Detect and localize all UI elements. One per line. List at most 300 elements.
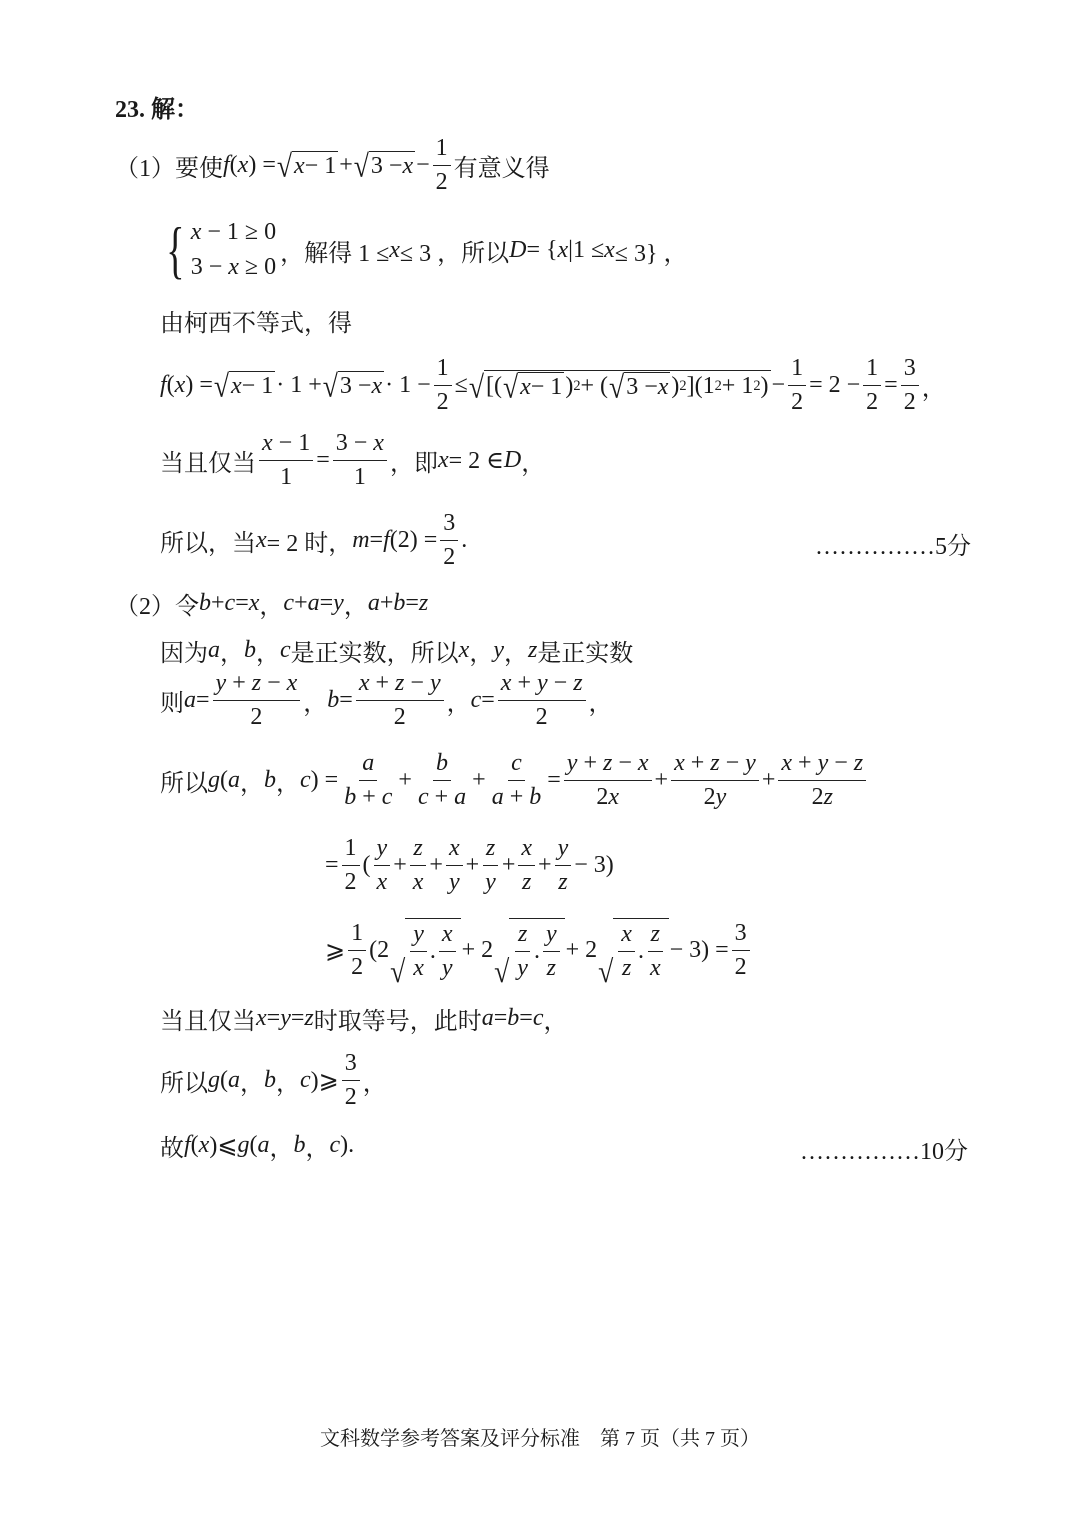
math-variable: y <box>333 589 344 616</box>
text: − 1 <box>272 429 311 456</box>
fraction <box>433 134 451 197</box>
math-variable: f <box>223 151 230 178</box>
text: 2 <box>393 703 406 730</box>
solution-line-part1-intro <box>115 135 550 195</box>
text: ) <box>671 372 680 399</box>
text: 2 <box>903 388 916 415</box>
radical-sign-icon: √ <box>276 147 293 184</box>
text: 时取等号，此时 <box>313 1008 482 1035</box>
text: ) <box>565 372 574 399</box>
fraction <box>498 669 586 732</box>
math-variable: g <box>208 766 220 793</box>
math-variable: x <box>448 834 460 861</box>
text: + <box>369 669 396 696</box>
solution-line-domain <box>160 214 688 285</box>
text: = <box>481 686 495 713</box>
math-variable: f <box>160 371 167 398</box>
score-part1: ……………5分 <box>815 534 971 560</box>
math-variable: a <box>491 783 504 810</box>
math-variable: x <box>520 373 531 400</box>
radical-sign-icon: √ <box>213 367 230 404</box>
denominator <box>439 952 456 983</box>
radical-sign-icon: √ <box>353 147 369 184</box>
denominator <box>514 952 531 983</box>
text: ( <box>249 1131 258 1158</box>
solution-line-result2 <box>160 1050 387 1110</box>
text: + 2 <box>461 936 494 963</box>
text: = <box>196 686 210 713</box>
math-variable: z <box>602 749 613 776</box>
numerator <box>440 509 458 541</box>
numerator <box>374 834 391 866</box>
square-root <box>502 368 564 405</box>
equation-system <box>160 214 277 285</box>
math-variable: y <box>485 868 496 895</box>
text: 2 <box>811 783 824 810</box>
text: ≥ 0 <box>238 254 277 280</box>
fraction <box>555 834 572 897</box>
text: 2 <box>344 868 357 895</box>
fraction <box>514 920 531 983</box>
numerator <box>333 429 387 461</box>
square-root <box>598 918 668 989</box>
fraction <box>618 920 635 983</box>
radical-sign-icon: √ <box>609 368 625 405</box>
text: 则 <box>160 690 184 717</box>
denominator <box>415 781 469 812</box>
denominator <box>351 461 369 492</box>
fraction <box>901 354 919 417</box>
denominator <box>342 866 360 897</box>
math-variable: c <box>417 783 429 810</box>
math-variable: x <box>228 254 239 280</box>
radicand <box>484 368 771 405</box>
numerator <box>259 429 313 461</box>
fraction <box>341 749 395 812</box>
text: + <box>792 749 818 776</box>
text: 2 <box>535 703 548 730</box>
text: 3 − <box>370 152 403 179</box>
text: 1 <box>351 919 364 946</box>
square-root <box>390 918 460 989</box>
text: ，即 <box>389 450 438 477</box>
text: ， <box>276 770 300 797</box>
solution-line-equality2 <box>160 988 568 1048</box>
text: ， <box>362 1070 387 1097</box>
fraction <box>778 749 866 812</box>
text: = <box>884 371 898 398</box>
superscript: 2 <box>753 377 761 394</box>
math-variable: a <box>362 749 375 776</box>
text: = 2 时， <box>266 530 353 557</box>
radical-sign-icon: √ <box>390 953 406 989</box>
math-variable: z <box>413 834 423 861</box>
numerator <box>543 920 560 952</box>
text: + 2 <box>565 936 598 963</box>
text: 3 <box>903 354 916 381</box>
denominator <box>247 701 265 732</box>
text: ( <box>362 851 371 878</box>
numerator <box>213 669 301 701</box>
superscript: 2 <box>573 377 581 394</box>
text: ， <box>303 690 328 717</box>
page-footer: 文科数学参考答案及评分标准 第 7 页（共 7 页） <box>320 1428 760 1450</box>
text: + <box>684 749 711 776</box>
solution-line-cauchy-intro <box>160 290 352 350</box>
text: ( <box>220 766 228 793</box>
numerator <box>732 919 750 951</box>
math-variable: y <box>441 954 453 981</box>
square-root <box>353 147 415 184</box>
math-variable: y <box>429 669 441 696</box>
denominator <box>863 386 881 417</box>
numerator <box>433 749 451 781</box>
text: 2 <box>344 1083 357 1110</box>
text: ，解得 1 ≤ <box>280 240 390 267</box>
text: . <box>533 937 540 964</box>
math-variable: y <box>745 749 756 776</box>
text: + <box>761 766 776 793</box>
math-variable: x <box>621 920 632 947</box>
math-variable: x <box>437 446 449 473</box>
text: ， <box>240 770 264 797</box>
math-variable: z <box>517 920 528 947</box>
math-variable: x <box>231 372 242 399</box>
text: − 3) <box>574 851 614 878</box>
math-variable: D <box>503 446 522 473</box>
text: ， <box>503 640 528 667</box>
text: ( <box>220 1066 228 1093</box>
numerator <box>433 134 451 166</box>
fraction <box>333 429 387 492</box>
radicand <box>338 371 384 400</box>
math-variable: z <box>304 1004 314 1031</box>
text: ， <box>256 640 280 667</box>
math-variable: c <box>283 589 295 616</box>
text: 是正实数，所以 <box>290 640 459 667</box>
fraction <box>446 834 463 897</box>
radical-sign-icon: √ <box>322 367 338 404</box>
denominator <box>374 866 391 897</box>
square-root <box>494 918 564 989</box>
math-variable: x <box>174 371 186 398</box>
text: − <box>261 669 287 696</box>
solution-line-cauchy <box>160 355 946 415</box>
square-root <box>609 368 670 405</box>
fraction <box>342 834 360 897</box>
text: = <box>519 1004 533 1031</box>
text: （2）令 <box>115 593 199 620</box>
fraction <box>213 669 301 732</box>
math-variable: z <box>823 783 833 810</box>
numerator <box>518 834 535 866</box>
numerator <box>342 1049 360 1081</box>
solution-line-result1 <box>160 510 467 570</box>
system-row <box>191 254 276 281</box>
math-variable: z <box>650 920 660 947</box>
math-variable: x <box>286 669 298 696</box>
numerator <box>778 749 866 781</box>
text: − <box>416 151 430 178</box>
denominator <box>533 701 551 732</box>
text: ， <box>269 1135 294 1162</box>
text: + <box>538 851 552 878</box>
denominator <box>555 866 570 897</box>
text: 3 − <box>190 254 229 280</box>
text: ⩾ <box>325 937 346 964</box>
text: ≤ 3} ， <box>614 240 688 267</box>
fraction <box>439 920 456 983</box>
fraction <box>415 749 469 812</box>
numerator <box>515 920 530 952</box>
math-variable: x <box>413 954 424 981</box>
math-variable: x <box>256 1004 267 1031</box>
math-variable: y <box>493 636 504 663</box>
math-variable: z <box>522 868 532 895</box>
denominator <box>647 952 664 983</box>
text: + <box>503 783 530 810</box>
math-variable: x <box>237 151 249 178</box>
math-variable: b <box>244 636 256 663</box>
denominator <box>544 952 559 983</box>
math-variable: y <box>413 920 424 947</box>
denominator <box>482 866 499 897</box>
text: − 1 <box>241 372 274 399</box>
math-variable: x <box>637 749 649 776</box>
math-variable: x <box>371 372 383 399</box>
math-variable: x <box>402 152 414 179</box>
math-variable: a <box>184 686 196 713</box>
text: = <box>316 446 330 473</box>
text: − 1 <box>304 152 337 179</box>
text: ( <box>190 1131 199 1158</box>
fraction <box>489 749 545 812</box>
math-variable: x <box>412 868 424 895</box>
text: · 1 − <box>385 371 431 398</box>
text: 2 <box>791 388 804 415</box>
math-variable: m <box>352 526 370 553</box>
fraction <box>647 920 664 983</box>
radical-sign-icon: √ <box>494 953 510 989</box>
numerator <box>901 354 919 386</box>
text: 2 <box>443 543 456 570</box>
math-variable: b <box>293 1131 306 1158</box>
denominator <box>519 866 534 897</box>
text: 3 <box>344 1049 357 1076</box>
text: . <box>429 937 436 964</box>
text: = <box>369 526 384 553</box>
numerator <box>788 354 806 386</box>
denominator <box>440 541 458 572</box>
math-variable: x <box>256 526 267 553</box>
fraction <box>671 749 759 812</box>
denominator <box>342 1081 360 1112</box>
text: （1）要使 <box>115 155 223 182</box>
denominator <box>391 701 409 732</box>
numerator <box>348 919 366 951</box>
text: 是正实数 <box>537 640 634 667</box>
math-variable: y <box>817 749 829 776</box>
text: − <box>547 669 574 696</box>
text: + <box>294 589 308 616</box>
math-variable: x <box>649 954 661 981</box>
text: − 1 <box>530 373 563 400</box>
math-variable: z <box>546 954 556 981</box>
math-variable: b <box>529 783 542 810</box>
square-root <box>322 367 384 404</box>
radical-sign-icon: √ <box>502 368 519 405</box>
text: + <box>501 851 516 878</box>
solution-line-conclusion <box>160 1115 354 1175</box>
math-variable: b <box>199 589 211 616</box>
fraction <box>732 919 750 982</box>
numerator <box>439 920 456 952</box>
radicand <box>405 918 460 983</box>
math-variable: c <box>511 749 522 776</box>
fraction <box>410 920 427 983</box>
math-variable: z <box>558 868 568 895</box>
math-variable: b <box>393 589 406 616</box>
math-variable: x <box>781 749 793 776</box>
text: = 2 ∈ <box>448 447 504 474</box>
fraction <box>518 834 535 897</box>
text: + <box>393 851 407 878</box>
numerator <box>359 749 377 781</box>
text: )⩾ <box>310 1067 339 1094</box>
math-variable: a <box>367 589 380 616</box>
square-root <box>468 368 771 405</box>
radicand <box>518 372 564 401</box>
fraction <box>410 834 427 897</box>
text: 3 − <box>339 372 372 399</box>
math-variable: y <box>517 954 528 981</box>
math-variable: f <box>383 526 390 553</box>
math-variable: x <box>262 429 273 456</box>
square-root <box>213 367 275 404</box>
numerator <box>410 834 425 866</box>
math-variable: y <box>280 1004 291 1031</box>
text: . <box>637 937 644 964</box>
math-variable: a <box>454 783 467 810</box>
text: |1 ≤ <box>568 236 605 263</box>
numerator <box>446 834 463 866</box>
text: + <box>577 749 603 776</box>
radicand <box>509 918 564 983</box>
system-rows <box>191 219 276 281</box>
numerator <box>410 920 427 952</box>
math-variable: y <box>376 834 388 861</box>
math-variable: a <box>228 766 240 793</box>
denominator <box>348 951 366 982</box>
numerator <box>483 834 498 866</box>
radicand <box>229 371 275 400</box>
numerator <box>342 834 360 866</box>
text: = { <box>526 236 558 263</box>
text: ， <box>259 593 284 620</box>
text: 所以 <box>160 770 208 797</box>
numerator <box>863 354 881 386</box>
radicand <box>292 151 338 180</box>
text: ](1 <box>686 372 715 399</box>
text: − 1 ≥ 0 <box>201 219 277 245</box>
math-variable: x <box>248 589 260 616</box>
math-variable: z <box>418 589 429 616</box>
denominator <box>277 461 295 492</box>
text: ， <box>446 690 471 717</box>
math-variable: x <box>373 429 384 456</box>
text: = <box>325 851 339 878</box>
text: + <box>356 783 382 810</box>
text: 1 <box>353 463 366 490</box>
text: − 3) = <box>669 936 729 963</box>
text: 2 <box>351 953 364 980</box>
text: + <box>511 669 537 696</box>
text: + ( <box>580 372 609 399</box>
superscript: 2 <box>679 377 687 394</box>
math-variable: c <box>470 686 482 713</box>
math-variable: b <box>344 783 357 810</box>
math-variable: c <box>224 589 236 616</box>
fraction <box>788 354 806 417</box>
text: 2 <box>435 168 448 195</box>
text: 因为 <box>160 640 208 667</box>
text: = <box>405 589 419 616</box>
math-variable: z <box>485 834 496 861</box>
denominator <box>410 866 427 897</box>
math-variable: y <box>545 920 557 947</box>
radicand <box>613 918 668 983</box>
math-variable: y <box>557 834 569 861</box>
problem-heading: 23. 解： <box>115 96 199 123</box>
math-variable: b <box>327 686 340 713</box>
text: 所以，当 <box>160 530 256 557</box>
math-variable: x <box>294 152 305 179</box>
text: 1 <box>866 354 879 381</box>
math-variable: a <box>481 1004 494 1031</box>
text: 有意义得 <box>453 155 550 182</box>
denominator <box>901 386 919 417</box>
text: 1 <box>436 354 449 381</box>
text: . <box>461 526 468 553</box>
math-variable: a <box>208 636 220 663</box>
text: − <box>404 669 430 696</box>
text: ) = <box>310 766 339 793</box>
denominator <box>434 386 452 417</box>
fraction <box>543 920 560 983</box>
denominator <box>446 866 463 897</box>
math-variable: x <box>198 1131 210 1158</box>
text: ， <box>469 640 494 667</box>
radical-sign-icon: √ <box>598 953 614 989</box>
text: − <box>719 749 746 776</box>
text: − <box>612 749 638 776</box>
text: 3 − <box>335 429 374 456</box>
text: 2 <box>250 703 263 730</box>
math-variable: g <box>237 1131 250 1158</box>
math-variable: x <box>500 669 512 696</box>
text: 2 <box>866 388 879 415</box>
denominator <box>701 781 730 812</box>
fraction <box>863 354 881 417</box>
text: 故 <box>160 1135 184 1162</box>
fraction <box>440 509 458 572</box>
text: 3 <box>443 509 456 536</box>
text: ， <box>220 640 244 667</box>
text: + <box>379 589 394 616</box>
text: [( <box>485 372 502 399</box>
text: ， <box>240 1070 264 1097</box>
numerator <box>434 354 452 386</box>
